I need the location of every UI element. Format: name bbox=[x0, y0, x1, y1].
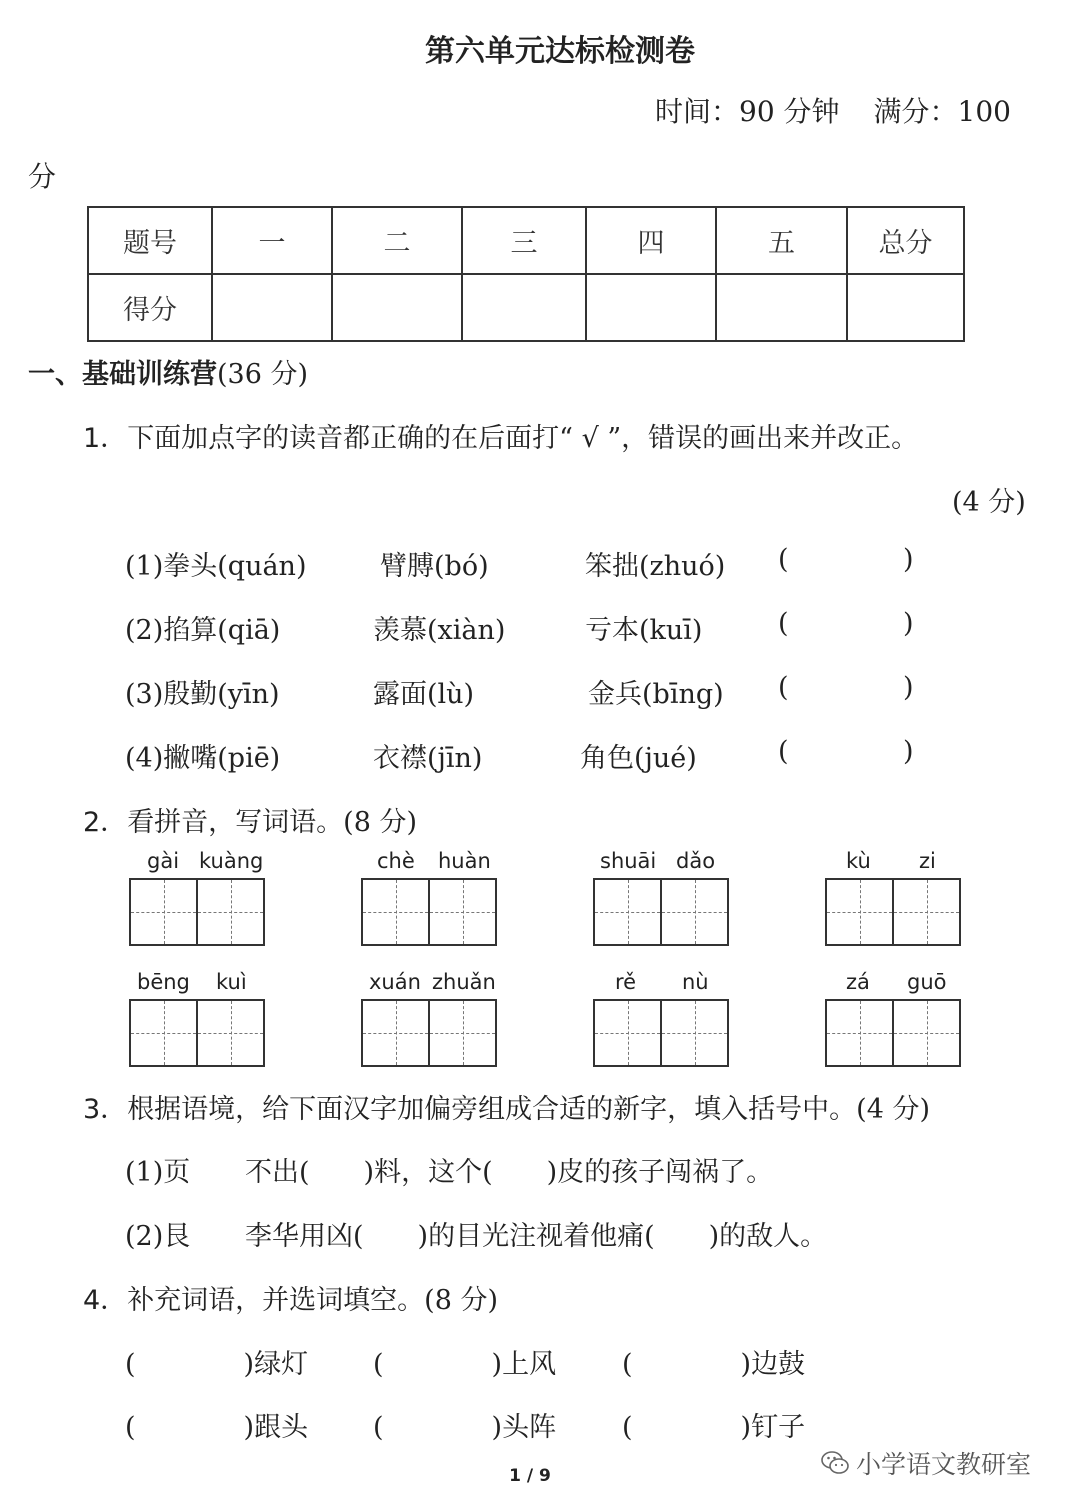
page-number: 1 / 9 bbox=[509, 1466, 551, 1486]
writing-grid[interactable] bbox=[129, 999, 265, 1067]
score-cell[interactable] bbox=[847, 274, 964, 341]
score-header-cell: 四 bbox=[586, 207, 716, 274]
writing-grid[interactable] bbox=[593, 878, 729, 946]
answer-paren-close: ) bbox=[903, 672, 914, 703]
q4-blank: ( )头阵 bbox=[373, 1412, 557, 1443]
writing-grid[interactable] bbox=[361, 999, 497, 1067]
pinyin: gài bbox=[147, 849, 180, 873]
q1-item: 衣襟(jīn) bbox=[373, 743, 483, 774]
pinyin: bēng bbox=[137, 970, 190, 994]
q1-item: (2)掐算(qiā) bbox=[125, 615, 281, 646]
score-table-header-row bbox=[88, 207, 964, 274]
answer-paren-close: ) bbox=[903, 608, 914, 639]
score-cell[interactable] bbox=[586, 274, 716, 341]
pinyin: huàn bbox=[438, 849, 491, 873]
question-1-score: (4 分) bbox=[952, 487, 1026, 518]
full-score-unit: 分 bbox=[28, 160, 57, 193]
q3-label: (2)艮 bbox=[125, 1221, 191, 1252]
question-2-text: 看拼音，写词语。(8 分) bbox=[127, 807, 418, 838]
q1-item: 金兵(bīng) bbox=[588, 679, 724, 710]
q4-blank: ( )跟头 bbox=[125, 1412, 309, 1443]
pinyin: zhuǎn bbox=[432, 970, 496, 994]
score-header-cell: 总分 bbox=[847, 207, 964, 274]
writing-grid[interactable] bbox=[825, 878, 961, 946]
score-table-score-row bbox=[88, 274, 964, 341]
question-3: 3．根据语境，给下面汉字加偏旁组成合适的新字，填入括号中。(4 分) bbox=[83, 1094, 931, 1125]
score-cell[interactable] bbox=[332, 274, 462, 341]
answer-paren-open: ( bbox=[778, 672, 789, 703]
q4-blank: ( )上风 bbox=[373, 1349, 557, 1380]
question-2: 2．看拼音，写词语。(8 分) bbox=[83, 807, 418, 838]
time-limit: 时间：90 分钟 bbox=[655, 95, 840, 128]
q1-item: 臂膊(bó) bbox=[380, 551, 489, 582]
writing-grid[interactable] bbox=[129, 878, 265, 946]
q1-item: 笨拙(zhuó) bbox=[585, 551, 726, 582]
question-4: 4．补充词语，并选词填空。(8 分) bbox=[83, 1285, 499, 1316]
q4-blank: ( )钉子 bbox=[622, 1412, 806, 1443]
q1-item: 角色(jué) bbox=[580, 743, 697, 774]
q3-sentence: 李华用凶( )的目光注视着他痛( )的敌人。 bbox=[245, 1221, 828, 1252]
writing-grid[interactable] bbox=[593, 999, 729, 1067]
answer-paren-open: ( bbox=[778, 736, 789, 767]
pinyin: rě bbox=[615, 970, 637, 994]
score-row-label: 得分 bbox=[88, 274, 212, 341]
pinyin: chè bbox=[377, 849, 415, 873]
question-1-text: 下面加点字的读音都正确的在后面打“ √ ”，错误的画出来并改正。 bbox=[127, 423, 919, 454]
section-heading: 一、基础训练营(36 分) bbox=[28, 359, 309, 390]
q1-item: 亏本(kuī) bbox=[585, 615, 703, 646]
score-header-cell: 二 bbox=[332, 207, 462, 274]
score-cell[interactable] bbox=[462, 274, 586, 341]
pinyin: dǎo bbox=[676, 849, 716, 873]
q1-item: (3)殷勤(yīn) bbox=[125, 679, 280, 710]
page-title: 第六单元达标检测卷 bbox=[425, 34, 695, 69]
score-header-cell: 五 bbox=[716, 207, 847, 274]
answer-paren-open: ( bbox=[778, 608, 789, 639]
wechat-icon bbox=[820, 1449, 850, 1477]
answer-paren-close: ) bbox=[903, 544, 914, 575]
pinyin: zi bbox=[919, 849, 936, 873]
question-1: 1．下面加点字的读音都正确的在后面打“ √ ”，错误的画出来并改正。 bbox=[83, 423, 919, 454]
q1-item: (1)拳头(quán) bbox=[125, 551, 307, 582]
pinyin: nù bbox=[682, 970, 709, 994]
score-table bbox=[87, 206, 965, 342]
score-header-cell: 题号 bbox=[88, 207, 212, 274]
pinyin: zá bbox=[846, 970, 870, 994]
exam-meta bbox=[655, 90, 1011, 130]
full-score: 满分：100 bbox=[873, 95, 1011, 128]
pinyin: kù bbox=[846, 849, 871, 873]
question-4-text: 补充词语，并选词填空。(8 分) bbox=[127, 1285, 499, 1316]
score-header-cell: 三 bbox=[462, 207, 586, 274]
pinyin: xuán bbox=[369, 970, 421, 994]
pinyin: shuāi bbox=[600, 849, 657, 873]
q3-sentence: 不出( )料，这个( )皮的孩子闯祸了。 bbox=[245, 1157, 774, 1188]
q4-blank: ( )边鼓 bbox=[622, 1349, 806, 1380]
writing-grid[interactable] bbox=[361, 878, 497, 946]
watermark bbox=[820, 1445, 1031, 1481]
answer-paren-open: ( bbox=[778, 544, 789, 575]
pinyin: guō bbox=[907, 970, 947, 994]
score-cell[interactable] bbox=[212, 274, 332, 341]
question-3-text: 根据语境，给下面汉字加偏旁组成合适的新字，填入括号中。(4 分) bbox=[127, 1094, 931, 1125]
q1-item: 羡慕(xiàn) bbox=[373, 615, 506, 646]
q4-blank: ( )绿灯 bbox=[125, 1349, 309, 1380]
score-cell[interactable] bbox=[716, 274, 847, 341]
q3-label: (1)页 bbox=[125, 1157, 191, 1188]
writing-grid[interactable] bbox=[825, 999, 961, 1067]
pinyin: kuì bbox=[216, 970, 247, 994]
section-score: (36 分) bbox=[217, 359, 309, 390]
score-header-cell: 一 bbox=[212, 207, 332, 274]
pinyin: kuàng bbox=[199, 849, 264, 873]
watermark-text: 小学语文教研室 bbox=[856, 1450, 1032, 1479]
answer-paren-close: ) bbox=[903, 736, 914, 767]
q1-item: (4)撇嘴(piē) bbox=[125, 743, 281, 774]
q1-item: 露面(lù) bbox=[373, 679, 475, 710]
